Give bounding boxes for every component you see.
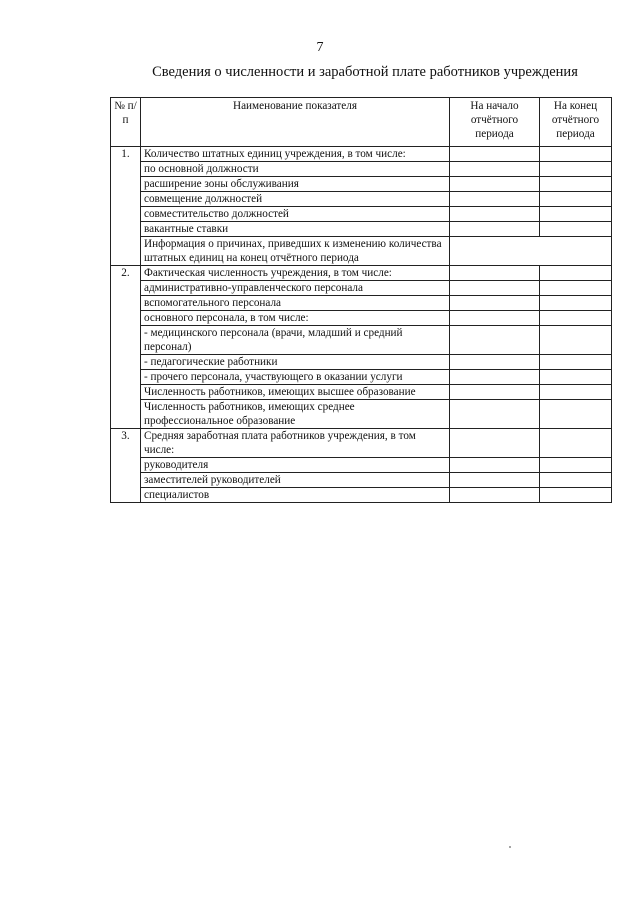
table-row: [111, 237, 612, 266]
table-row: [111, 296, 612, 311]
value-end-cell[interactable]: [540, 207, 612, 222]
indicator-name: административно-управленческого персонала: [141, 281, 450, 296]
value-end-cell[interactable]: [540, 458, 612, 473]
value-start-cell[interactable]: [450, 385, 540, 400]
value-end-cell[interactable]: [540, 385, 612, 400]
value-end-cell[interactable]: [540, 281, 612, 296]
indicator-name: Количество штатных единиц учреждения, в том числе:: [141, 147, 450, 162]
table-row: [111, 281, 612, 296]
value-start-cell[interactable]: [450, 222, 540, 237]
value-end-cell[interactable]: [540, 266, 612, 281]
table-row: [111, 370, 612, 385]
indicator-name: Фактическая численность учреждения, в том числе:: [141, 266, 450, 281]
value-start-cell[interactable]: [450, 326, 540, 355]
value-end-cell[interactable]: [540, 355, 612, 370]
table-row: [111, 162, 612, 177]
value-start-cell[interactable]: [450, 177, 540, 192]
value-end-cell[interactable]: [540, 400, 612, 429]
table-row: [111, 355, 612, 370]
table-row: [111, 473, 612, 488]
value-end-cell[interactable]: [540, 222, 612, 237]
value-start-cell[interactable]: [450, 266, 540, 281]
header-name: Наименование показателя: [141, 98, 450, 147]
reason-info-cell[interactable]: [450, 237, 612, 266]
table-row: [111, 400, 612, 429]
table-row: [111, 429, 612, 458]
table-row: [111, 192, 612, 207]
indicator-name: расширение зоны обслуживания: [141, 177, 450, 192]
indicator-name: Численность работников, имеющих высшее образование: [141, 385, 450, 400]
indicator-name: Информация о причинах, приведших к изменению количества штатных единиц на конец отчётного периода: [141, 237, 450, 266]
table-row: [111, 458, 612, 473]
indicator-name: основного персонала, в том числе:: [141, 311, 450, 326]
value-end-cell[interactable]: [540, 296, 612, 311]
value-start-cell[interactable]: [450, 147, 540, 162]
value-start-cell[interactable]: [450, 192, 540, 207]
value-end-cell[interactable]: [540, 326, 612, 355]
value-end-cell[interactable]: [540, 147, 612, 162]
value-end-cell[interactable]: [540, 488, 612, 503]
value-start-cell[interactable]: [450, 488, 540, 503]
section-number: 1.: [111, 147, 141, 266]
report-table: [110, 97, 612, 503]
value-start-cell[interactable]: [450, 162, 540, 177]
section-number: 3.: [111, 429, 141, 503]
indicator-name: вакантные ставки: [141, 222, 450, 237]
value-start-cell[interactable]: [450, 355, 540, 370]
value-start-cell[interactable]: [450, 429, 540, 458]
header-num: № п/п: [111, 98, 141, 147]
table-row: [111, 207, 612, 222]
value-start-cell[interactable]: [450, 281, 540, 296]
table-row: [111, 385, 612, 400]
indicator-name: - медицинского персонала (врачи, младший и средний персонал): [141, 326, 450, 355]
value-end-cell[interactable]: [540, 162, 612, 177]
indicator-name: заместителей руководителей: [141, 473, 450, 488]
table-row: [111, 147, 612, 162]
value-end-cell[interactable]: [540, 370, 612, 385]
table-row: [111, 488, 612, 503]
value-end-cell[interactable]: [540, 473, 612, 488]
table-row: [111, 266, 612, 281]
value-start-cell[interactable]: [450, 473, 540, 488]
table-row: [111, 222, 612, 237]
page-number: 7: [316, 40, 324, 55]
document-title: Сведения о численности и заработной плате работников учреждения: [152, 64, 578, 80]
indicator-name: по основной должности: [141, 162, 450, 177]
value-start-cell[interactable]: [450, 458, 540, 473]
value-start-cell[interactable]: [450, 370, 540, 385]
value-end-cell[interactable]: [540, 192, 612, 207]
indicator-name: совместительство должностей: [141, 207, 450, 222]
value-start-cell[interactable]: [450, 296, 540, 311]
scan-dot-mark: [509, 846, 511, 848]
table-row: [111, 177, 612, 192]
value-end-cell[interactable]: [540, 429, 612, 458]
indicator-name: руководителя: [141, 458, 450, 473]
table-row: [111, 326, 612, 355]
indicator-name: вспомогательного персонала: [141, 296, 450, 311]
indicator-name: специалистов: [141, 488, 450, 503]
indicator-name: - прочего персонала, участвующего в оказании услуги: [141, 370, 450, 385]
value-start-cell[interactable]: [450, 400, 540, 429]
value-start-cell[interactable]: [450, 207, 540, 222]
section-number: 2.: [111, 266, 141, 429]
header-start: На начало отчётного периода: [450, 98, 540, 147]
value-end-cell[interactable]: [540, 311, 612, 326]
table-row: [111, 311, 612, 326]
indicator-name: Численность работников, имеющих среднее профессиональное образование: [141, 400, 450, 429]
table-header-row: [111, 98, 612, 147]
indicator-name: Средняя заработная плата работников учреждения, в том числе:: [141, 429, 450, 458]
indicator-name: - педагогические работники: [141, 355, 450, 370]
value-end-cell[interactable]: [540, 177, 612, 192]
value-start-cell[interactable]: [450, 311, 540, 326]
indicator-name: совмещение должностей: [141, 192, 450, 207]
header-end: На конец отчётного периода: [540, 98, 612, 147]
